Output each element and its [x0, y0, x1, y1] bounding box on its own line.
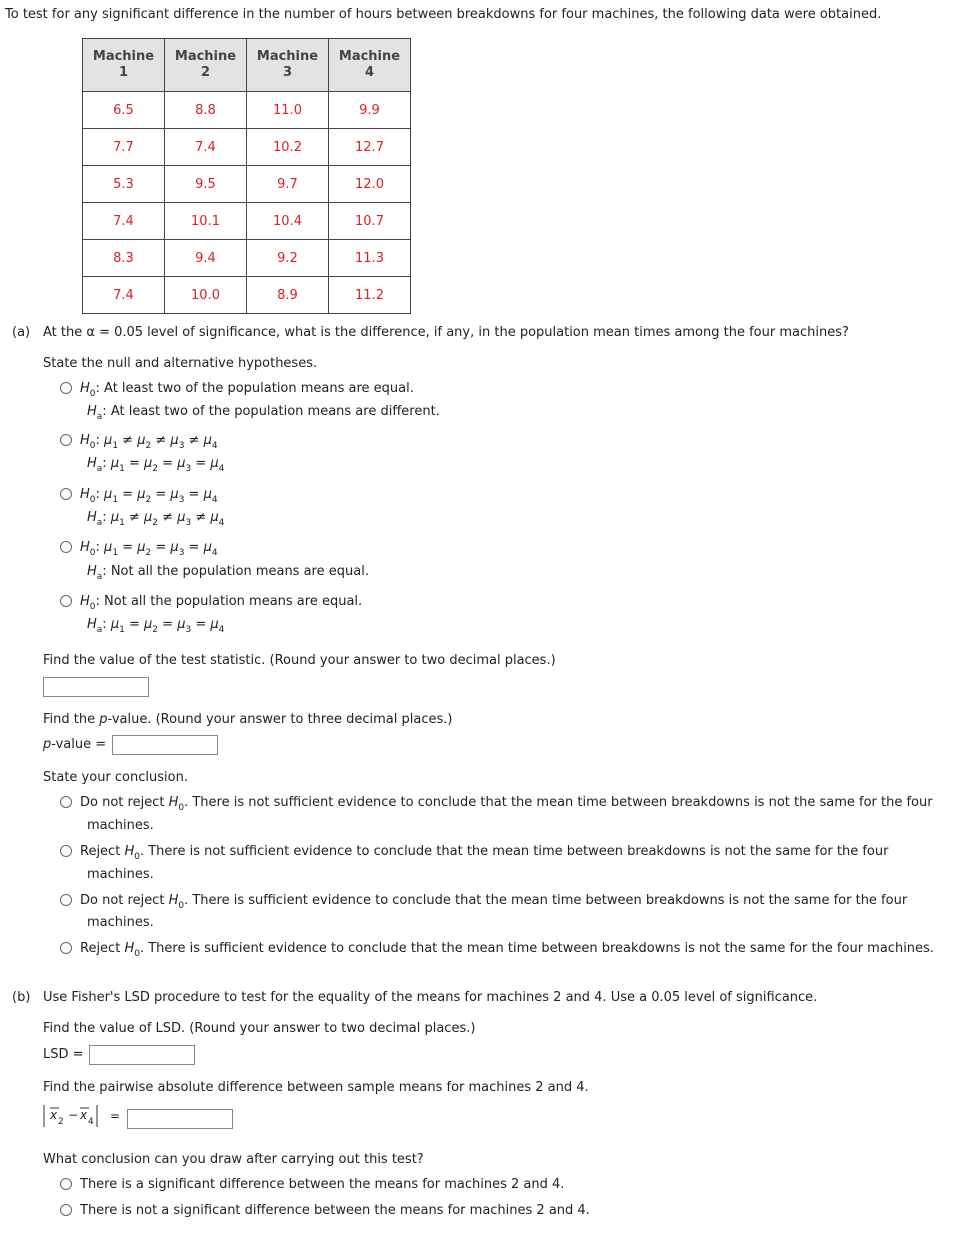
conclusion-option-1-text: Do not reject $H_0$. There is not sufficient evidence to conclude that the mean time between breakdowns is not the same for the four — [80, 795, 933, 813]
table-cell: 8.8 — [165, 92, 247, 129]
table-cell: 9.4 — [165, 240, 247, 277]
b-conclusion-prompt: What conclusion can you draw after carrying out this test? — [43, 1152, 424, 1167]
hyp-option-5-h0: $H_0$: Not all the population means are equal. — [80, 594, 363, 612]
lsd-label: LSD = — [43, 1047, 84, 1062]
table-cell: 9.5 — [165, 166, 247, 203]
table-row — [83, 277, 411, 314]
table-cell: 10.1 — [165, 203, 247, 240]
b-option-2-text: There is not a significant difference between the means for machines 2 and 4. — [80, 1203, 590, 1218]
table-cell: 6.5 — [83, 92, 165, 129]
table-cell: 11.2 — [329, 277, 411, 314]
hyp-option-4-h0: $H_0$: $\mu_1 = \mu_2 = \mu_3 = \mu_4$ — [80, 540, 218, 558]
lsd-prompt: Find the value of LSD. (Round your answer to two decimal places.) — [43, 1021, 476, 1036]
conclusion-option-3-radio[interactable] — [60, 894, 72, 906]
table-cell: 9.2 — [247, 240, 329, 277]
svg-text:4: 4 — [88, 1117, 94, 1127]
table-cell: 11.3 — [329, 240, 411, 277]
conclusion-option-3-wrap: machines. — [87, 915, 154, 930]
part-b-question: Use Fisher's LSD procedure to test for the equality of the means for machines 2 and 4. Use a 0.05 level of significance. — [43, 990, 818, 1005]
machine-header-2: Machine 2 — [165, 39, 247, 92]
conclusion-option-2-wrap: machines. — [87, 867, 154, 882]
table-row — [83, 166, 411, 203]
pvalue-input[interactable] — [112, 735, 218, 755]
conclusion-option-2-text: Reject $H_0$. There is not sufficient evidence to conclude that the mean time between breakdowns is not the same for the four — [80, 844, 889, 862]
machine-header-3: Machine 3 — [247, 39, 329, 92]
b-option-1-text: There is a significant difference between the means for machines 2 and 4. — [80, 1177, 565, 1192]
hyp-option-5-ha: $H_a$: $\mu_1 = \mu_2 = \mu_3 = \mu_4$ — [87, 617, 225, 635]
hyp-option-3-h0: $H_0$: $\mu_1 = \mu_2 = \mu_3 = \mu_4$ — [80, 487, 218, 505]
hypotheses-prompt: State the null and alternative hypotheses. — [43, 356, 318, 371]
table-cell: 11.0 — [247, 92, 329, 129]
conclusion-option-1-wrap: machines. — [87, 818, 154, 833]
part-a-question: At the α = 0.05 level of significance, what is the difference, if any, in the population mean times among the four machines? — [43, 325, 849, 340]
hyp-option-2-ha: $H_a$: $\mu_1 = \mu_2 = \mu_3 = \mu_4$ — [87, 456, 225, 474]
machine-header-4: Machine 4 — [329, 39, 411, 92]
table-cell: 10.4 — [247, 203, 329, 240]
conclusion-option-4-radio[interactable] — [60, 942, 72, 954]
conclusion-option-2-radio[interactable] — [60, 845, 72, 857]
hyp-option-1-ha: $H_a$: At least two of the population means are different. — [87, 404, 440, 422]
conclusion-prompt: State your conclusion. — [43, 770, 188, 785]
table-cell: 12.0 — [329, 166, 411, 203]
intro-text: To test for any significant difference in the number of hours between breakdowns for four machines, the following data were obtained. — [5, 7, 882, 22]
table-cell: 5.3 — [83, 166, 165, 203]
test-stat-prompt: Find the value of the test statistic. (Round your answer to two decimal places.) — [43, 653, 556, 668]
table-cell: 7.4 — [165, 129, 247, 166]
hyp-option-1-h0: $H_0$: At least two of the population means are equal. — [80, 381, 414, 399]
conclusion-option-4-text: Reject $H_0$. There is sufficient evidence to conclude that the mean time between breakdowns is not the same for the four machines. — [80, 941, 934, 959]
table-row — [83, 129, 411, 166]
table-row — [83, 92, 411, 129]
b-option-1-radio[interactable] — [60, 1178, 72, 1190]
diff-prompt: Find the pairwise absolute difference between sample means for machines 2 and 4. — [43, 1080, 589, 1095]
table-cell: 10.2 — [247, 129, 329, 166]
table-cell: 10.7 — [329, 203, 411, 240]
machine-data-table — [82, 38, 411, 314]
svg-text:=: = — [110, 1109, 121, 1123]
table-cell: 8.9 — [247, 277, 329, 314]
abs-diff-input[interactable] — [127, 1109, 233, 1129]
part-b-label: (b) — [12, 990, 31, 1005]
hyp-option-3-radio[interactable] — [60, 488, 72, 500]
hyp-option-4-ha: $H_a$: Not all the population means are equal. — [87, 564, 369, 582]
pvalue-prompt: Find the p-value. (Round your answer to three decimal places.) — [43, 712, 453, 727]
svg-text:2: 2 — [58, 1117, 64, 1127]
hyp-option-2-radio[interactable] — [60, 434, 72, 446]
table-cell: 9.7 — [247, 166, 329, 203]
hyp-option-4-radio[interactable] — [60, 541, 72, 553]
table-cell: 7.4 — [83, 203, 165, 240]
svg-text:x: x — [50, 1108, 58, 1122]
svg-text:−: − — [68, 1108, 79, 1122]
table-cell: 7.4 — [83, 277, 165, 314]
table-cell: 10.0 — [165, 277, 247, 314]
hyp-option-3-ha: $H_a$: $\mu_1 \ne \mu_2 \ne \mu_3 \ne \mu_4$ — [87, 510, 225, 528]
table-cell: 7.7 — [83, 129, 165, 166]
test-stat-input[interactable] — [43, 677, 149, 697]
table-row — [83, 240, 411, 277]
part-a-label: (a) — [12, 325, 31, 340]
hyp-option-1-radio[interactable] — [60, 382, 72, 394]
conclusion-option-3-text: Do not reject $H_0$. There is sufficient evidence to conclude that the mean time between breakdowns is not the same for the four — [80, 893, 908, 911]
table-cell: 9.9 — [329, 92, 411, 129]
pvalue-label: p-value = — [43, 737, 107, 752]
b-option-2-radio[interactable] — [60, 1204, 72, 1216]
table-row — [83, 203, 411, 240]
machine-header-1: Machine 1 — [83, 39, 165, 92]
svg-text:x: x — [80, 1108, 88, 1122]
table-cell: 12.7 — [329, 129, 411, 166]
table-cell: 8.3 — [83, 240, 165, 277]
conclusion-option-1-radio[interactable] — [60, 796, 72, 808]
hyp-option-5-radio[interactable] — [60, 595, 72, 607]
lsd-input[interactable] — [89, 1045, 195, 1065]
abs-diff-expression — [43, 1103, 125, 1133]
hyp-option-2-h0: $H_0$: $\mu_1 \ne \mu_2 \ne \mu_3 \ne \mu_4$ — [80, 433, 218, 451]
